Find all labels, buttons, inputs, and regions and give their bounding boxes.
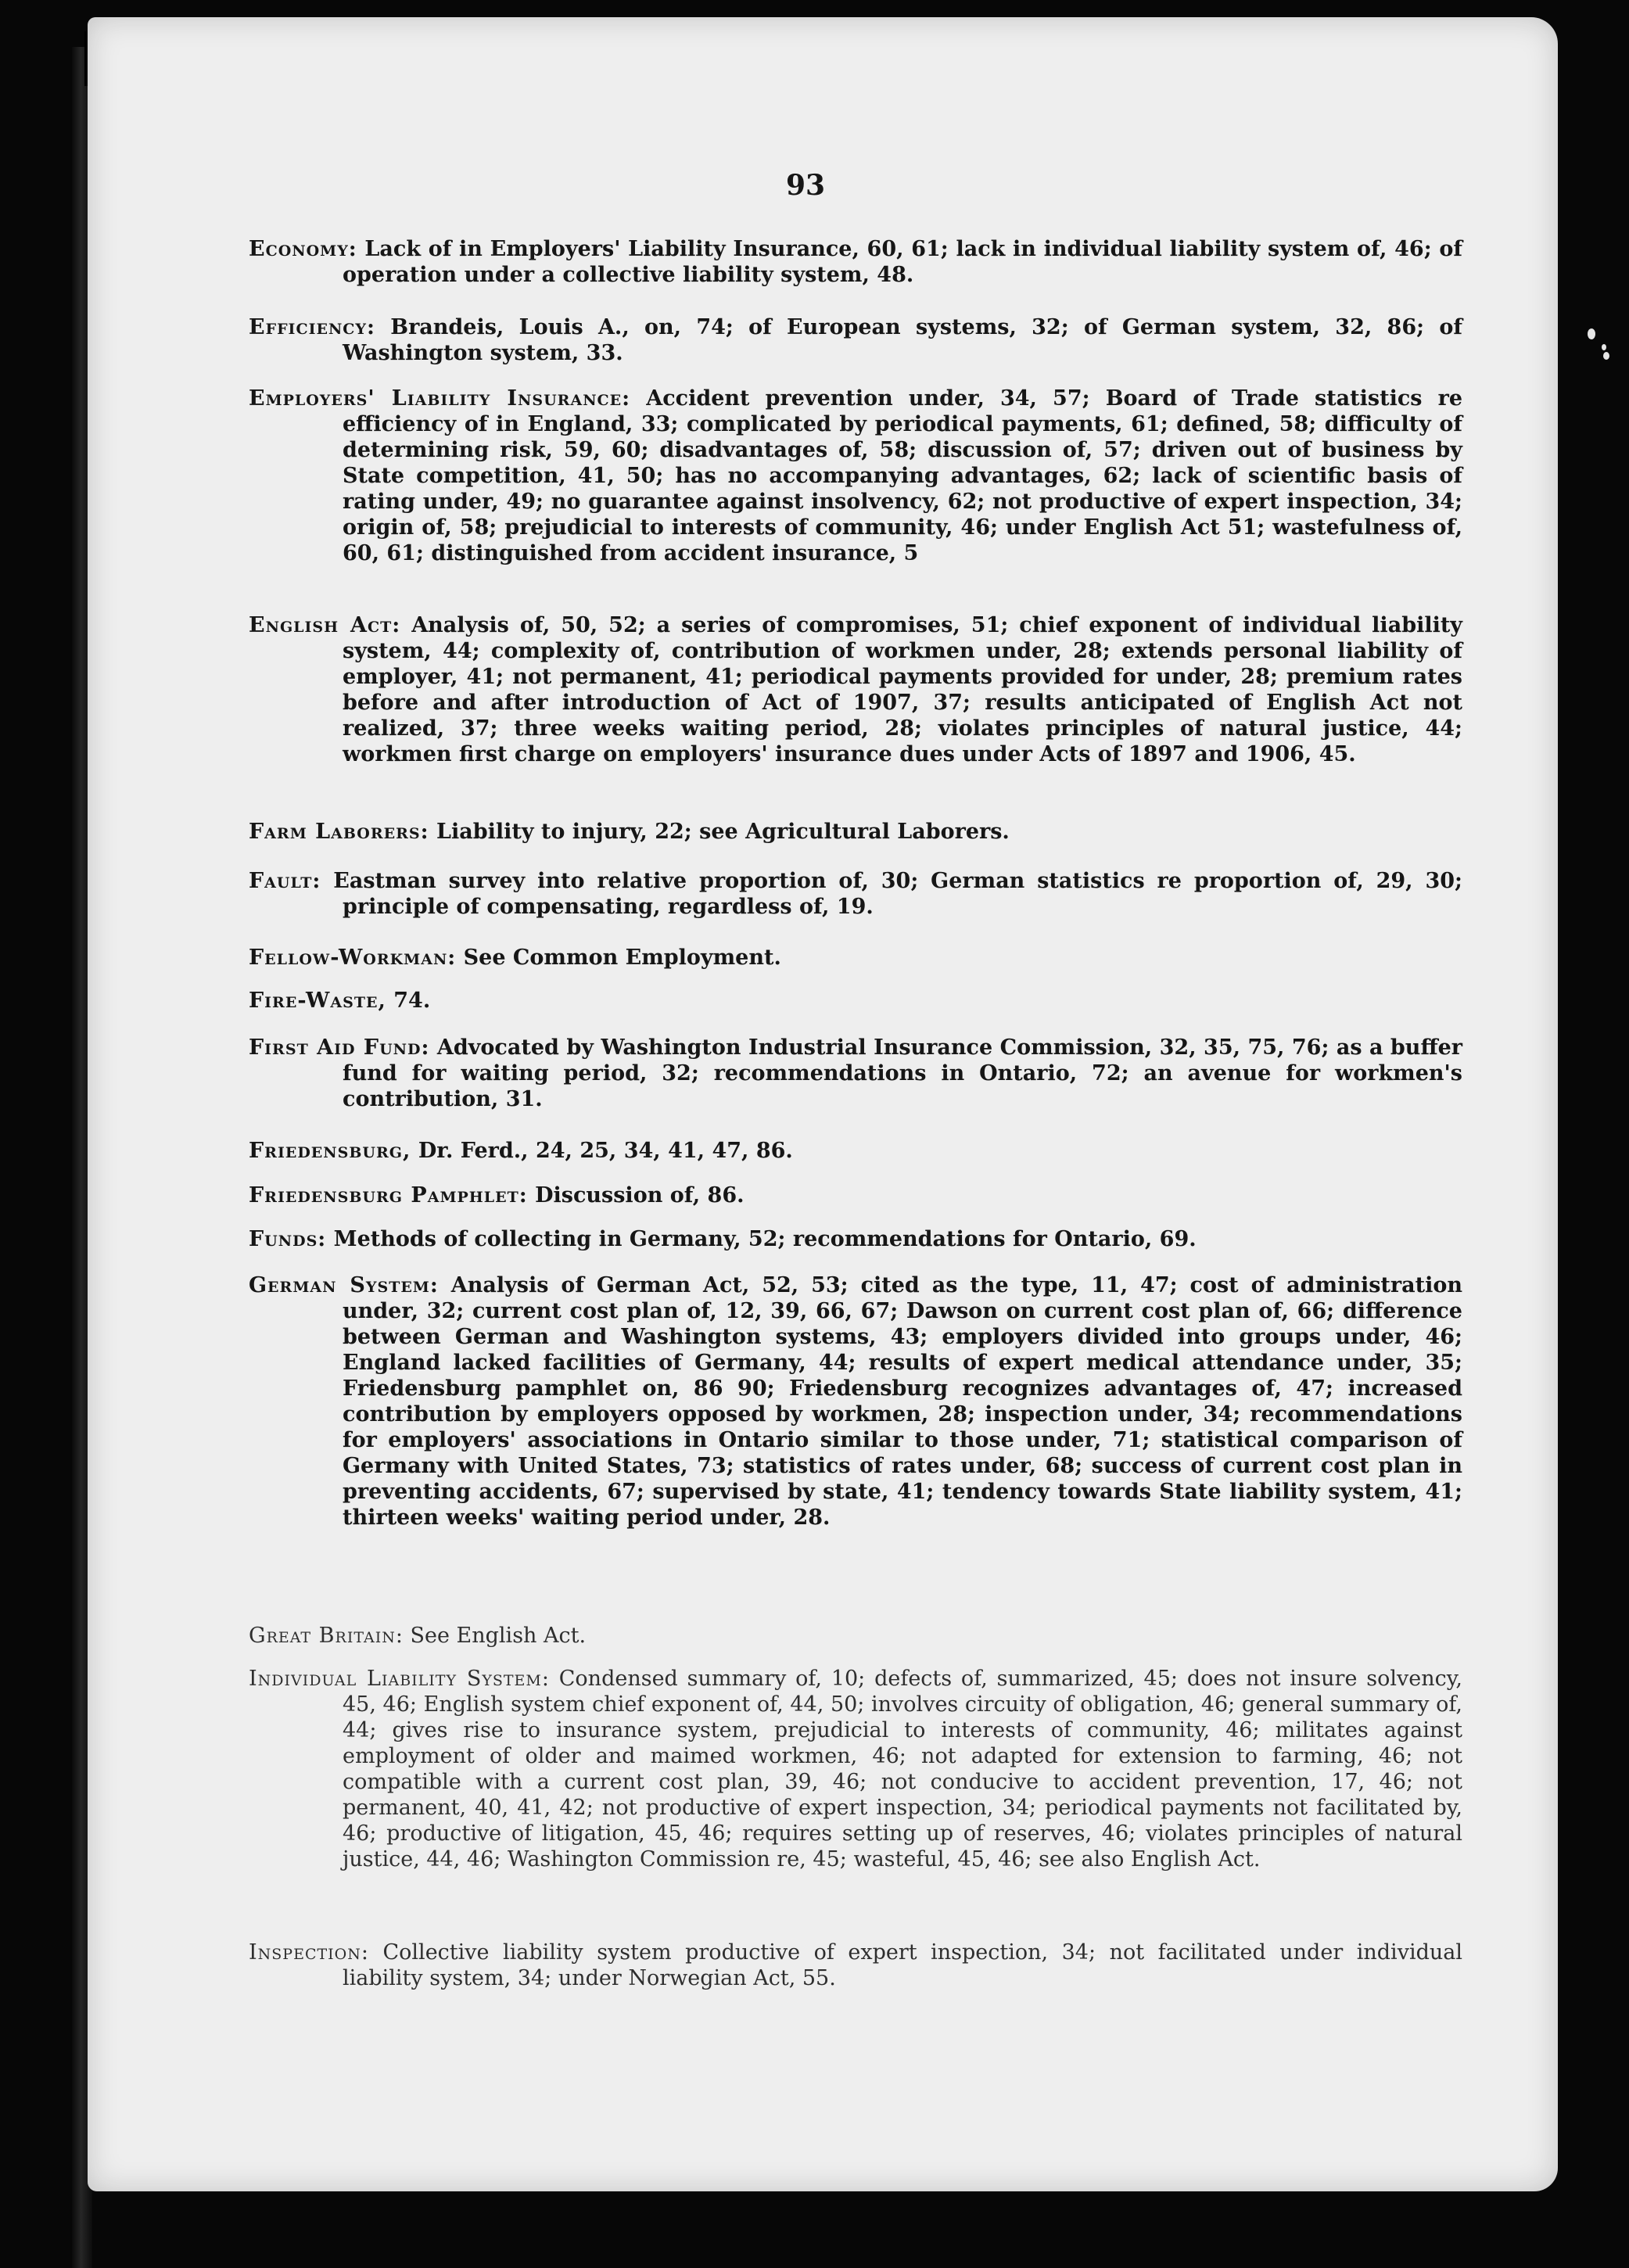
entry-heading: Friedensburg Pamphlet: xyxy=(249,1183,528,1208)
entry-text: Liability to injury, 22; see Agricultural Laborers. xyxy=(429,820,1010,844)
entry-heading: Employers' Liability Insurance: xyxy=(249,386,631,411)
index-entry-english-act xyxy=(249,612,1462,767)
index-entry-fellow-workman xyxy=(249,945,1462,971)
entry-heading: English Act: xyxy=(249,613,401,637)
entry-text: Condensed summary of, 10; defects of, summarized, 45; does not insure solvency, 45, 46; English system chief exponent of, 44, 50; involves circuity of obligation, 46; general summary of, 44; gives rise to insurance system, prejudicial to interests of community, 46; militates against employment of older and maimed workmen, 46; not adapted for extension to farming, 46; not compatible with a current cost plan, 39, 46; not conducive to accident prevention, 17, 46; not permanent, 40, 41, 42; not productive of expert inspection, 34; periodical payments not facilitated by, 46; productive of litigation, 45, 46; requires setting up of reserves, 46; violates principles of natural justice, 44, 46; Washington Commission re, 45; wasteful, 45, 46; see also English Act. xyxy=(343,1667,1462,1871)
entry-text: Analysis of German Act, 52, 53; cited as the type, 11, 47; cost of administration under, 32; current cost plan of, 12, 39, 66, 67; Dawson on current cost plan of, 66; difference between German and Washington systems, 43; employers divided into groups under, 46; England lacked facilities of Germany, 44; results of expert medical attendance under, 35; Friedensburg pamphlet on, 86 90; Friedensburg recognizes advantages of, 47; increased contribution by employers opposed by workmen, 28; inspection under, 34; recommendations for employers' associations in Ontario similar to those under, 71; statistical comparison of Germany with United States, 73; statistics of rates under, 68; success of current cost plan in preventing accidents, 67; supervised by state, 41; tendency towards State liability system, 41; thirteen weeks' waiting period under, 28. xyxy=(343,1273,1462,1530)
entry-heading: Efficiency: xyxy=(249,315,375,339)
entry-text: Accident prevention under, 34, 57; Board of Trade statistics re efficiency of in England, 33; complicated by periodical payments, 61; defined, 58; difficulty of determining risk, 59, 60; disadvantages of, 58; discussion of, 57; driven out of business by State competition, 41, 50; has no accompanying advantages, 62; lack of scientific basis of rating under, 49; no guarantee against insolvency, 62; not productive of expert inspection, 34; origin of, 58; prejudicial to interests of community, 46; under English Act 51; wastefulness of, 60, 61; distinguished from accident insurance, 5 xyxy=(343,386,1462,565)
index-entry-fault xyxy=(249,868,1462,920)
index-entry-funds xyxy=(249,1226,1462,1252)
index-entry-efficiency xyxy=(249,314,1462,366)
scan-speck xyxy=(1602,344,1606,350)
index-entry-first-aid-fund xyxy=(249,1035,1462,1112)
entry-text: Methods of collecting in Germany, 52; recommendations for Ontario, 69. xyxy=(326,1227,1197,1251)
entry-text: Analysis of, 50, 52; a series of compromises, 51; chief exponent of individual liability system, 44; complexity of, contribution of workmen under, 28; extends personal liability of employer, 41; not permanent, 41; periodical payments provided for under, 28; premium rates before and after introduction of Act of 1907, 37; results anticipated of English Act not realized, 37; three weeks waiting period, 28; violates principles of natural justice, 44; workmen first charge on employers' insurance dues under Acts of 1897 and 1906, 45. xyxy=(343,613,1462,766)
index-entry-farm-laborers xyxy=(249,819,1462,845)
entry-heading: Friedensburg, xyxy=(249,1139,411,1163)
entry-heading: Fire-Waste, xyxy=(249,989,386,1013)
page-number: 93 xyxy=(785,169,826,202)
entry-text: Lack of in Employers' Liability Insurance, 60, 61; lack in individual liability system of, 46; of operation under a collective liability system, 48. xyxy=(343,237,1462,287)
entry-heading: Fellow-Workman: xyxy=(249,946,457,970)
index-entry-employers-liability-insurance xyxy=(249,386,1462,566)
index-entry-friedensburg-pamphlet xyxy=(249,1182,1462,1208)
index-entry-friedensburg xyxy=(249,1138,1462,1164)
entry-heading: Economy: xyxy=(249,237,357,261)
index-entry-german-system xyxy=(249,1272,1462,1531)
index-entry-great-britain xyxy=(249,1623,1462,1649)
entry-text: Advocated by Washington Industrial Insurance Commission, 32, 35, 75, 76; as a buffer fund for waiting period, 32; recommendations in Ontario, 72; an avenue for workmen's contribution, 31. xyxy=(343,1035,1463,1111)
scan-speck xyxy=(1588,328,1595,339)
entry-heading: Individual Liability System: xyxy=(249,1667,550,1691)
entry-text: See Common Employment. xyxy=(456,946,781,970)
entry-text: Eastman survey into relative proportion of, 30; German statistics re proportion of, 29, 30; principle of compensating, regardless of, 19. xyxy=(321,869,1462,919)
index-entry-inspection xyxy=(249,1940,1462,1991)
entry-heading: Great Britain: xyxy=(249,1624,404,1648)
entry-heading: Funds: xyxy=(249,1227,327,1251)
entry-heading: Fault: xyxy=(249,869,321,893)
scan-speck xyxy=(1603,352,1609,360)
index-entry-individual-liability-system xyxy=(249,1666,1462,1872)
entry-text: Discussion of, 86. xyxy=(527,1183,745,1208)
entry-text: Collective liability system productive of expert inspection, 34; not facilitated under individual liability system, 34; under Norwegian Act, 55. xyxy=(343,1940,1462,1990)
entry-text: 74. xyxy=(386,989,431,1013)
entry-heading: German System: xyxy=(249,1273,439,1297)
entry-text: Brandeis, Louis A., on, 74; of European systems, 32; of German system, 32, 86; of Washington system, 33. xyxy=(343,315,1462,365)
index-entry-fire-waste xyxy=(249,988,1462,1014)
entry-heading: Inspection: xyxy=(249,1940,369,1965)
entry-heading: First Aid Fund: xyxy=(249,1035,430,1060)
entry-text: See English Act. xyxy=(403,1624,587,1648)
entry-text: Dr. Ferd., 24, 25, 34, 41, 47, 86. xyxy=(411,1139,793,1163)
entry-heading: Farm Laborers: xyxy=(249,820,429,844)
index-entry-economy xyxy=(249,236,1462,288)
